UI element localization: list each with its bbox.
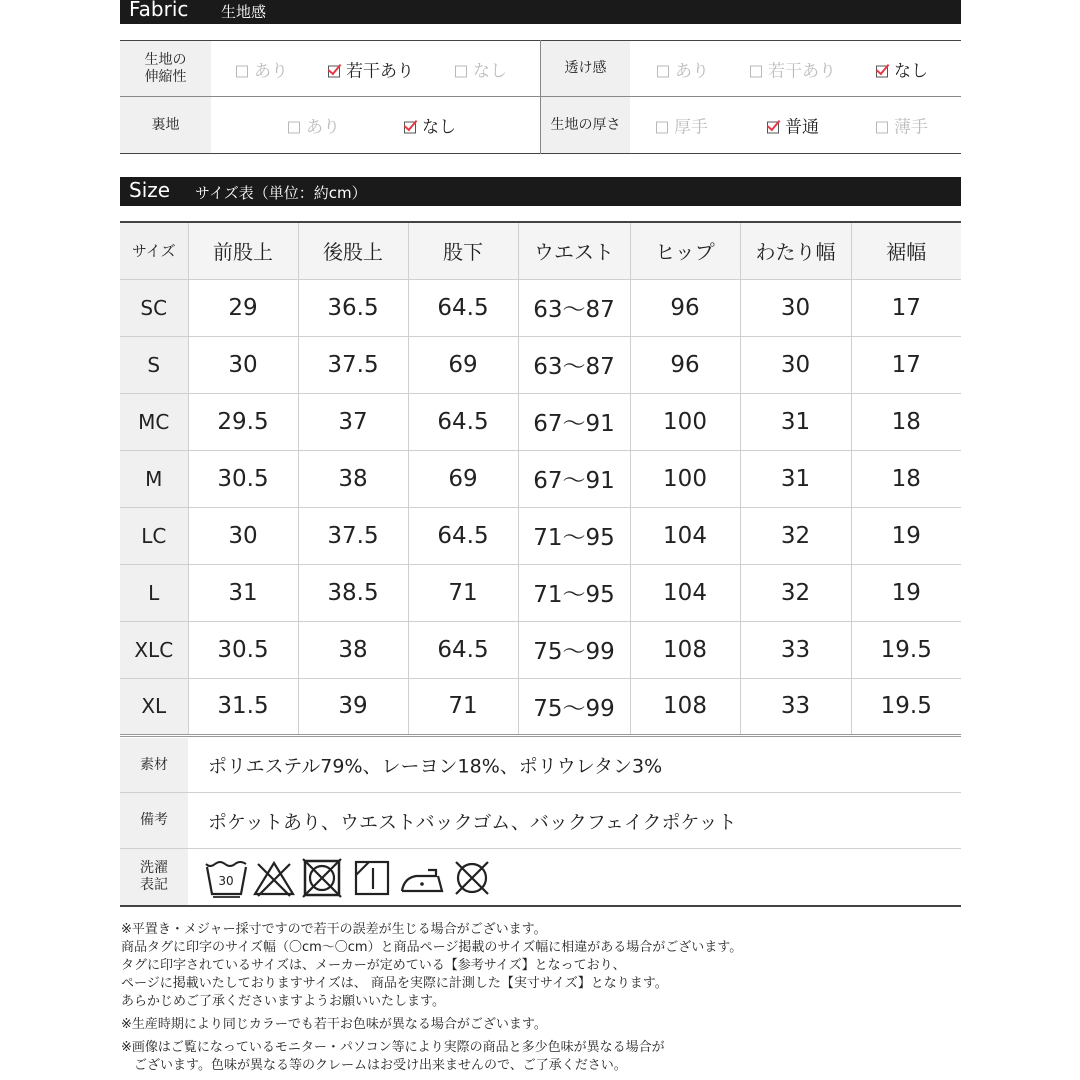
value-cell: 96 bbox=[630, 336, 740, 393]
lining-label: 裏地 bbox=[120, 97, 211, 153]
note-line: あらかじめご了承くださいますようお願いいたします。 bbox=[121, 994, 445, 1009]
remarks-value: ポケットあり、ウエストバックゴム、バックフェイクポケット bbox=[208, 811, 737, 833]
remarks-row bbox=[120, 793, 961, 849]
note-line: タグに印字されているサイズは、メーカーが定めている【参考サイズ】となっており、 bbox=[121, 958, 626, 973]
lining-option-yes[interactable]: あり bbox=[288, 113, 340, 138]
col-header-inseam: 股下 bbox=[408, 222, 518, 279]
checkbox-icon[interactable] bbox=[876, 122, 888, 134]
no-dry-clean-icon bbox=[450, 858, 494, 898]
note-line: ※生産時期により同じカラーでも若干お色味が異なる場合がございます。 bbox=[121, 1017, 547, 1032]
checkbox-checked-icon[interactable] bbox=[767, 122, 779, 134]
sheer-option-none[interactable]: なし bbox=[876, 56, 928, 81]
checkbox-icon[interactable] bbox=[656, 122, 668, 134]
remarks-label: 備考 bbox=[120, 793, 188, 848]
thickness-option-normal[interactable]: 普通 bbox=[767, 113, 819, 138]
svg-text:30: 30 bbox=[218, 874, 234, 888]
size-cell: LC bbox=[120, 507, 188, 564]
drip-dry-shade-icon bbox=[350, 858, 394, 898]
value-cell: 37.5 bbox=[298, 336, 408, 393]
fabric-table bbox=[120, 40, 961, 155]
fabric-title-en: Fabric bbox=[129, 0, 189, 21]
value-cell: 29 bbox=[188, 279, 298, 336]
size-title-jp: サイズ表（単位：約cm） bbox=[195, 184, 367, 202]
value-cell: 75〜99 bbox=[518, 678, 630, 735]
value-cell: 37.5 bbox=[298, 507, 408, 564]
table-row bbox=[120, 564, 961, 621]
checkbox-checked-icon[interactable] bbox=[404, 122, 416, 134]
value-cell: 31 bbox=[740, 393, 851, 450]
value-cell: 104 bbox=[630, 564, 740, 621]
thickness-option-thick[interactable]: 厚手 bbox=[656, 113, 708, 138]
table-row bbox=[120, 336, 961, 393]
value-cell: 29.5 bbox=[188, 393, 298, 450]
value-cell: 69 bbox=[408, 450, 518, 507]
value-cell: 37 bbox=[298, 393, 408, 450]
size-cell: SC bbox=[120, 279, 188, 336]
value-cell: 38 bbox=[298, 621, 408, 678]
value-cell: 108 bbox=[630, 678, 740, 735]
value-cell: 19.5 bbox=[851, 621, 961, 678]
size-header bbox=[120, 177, 961, 206]
value-cell: 19 bbox=[851, 564, 961, 621]
value-cell: 31 bbox=[188, 564, 298, 621]
fabric-title-jp: 生地感 bbox=[221, 3, 267, 21]
material-value: ポリエステル79%、レーヨン18%、ポリウレタン3% bbox=[208, 755, 663, 778]
size-cell: S bbox=[120, 336, 188, 393]
sheerness-label: 透け感 bbox=[541, 41, 630, 96]
value-cell: 36.5 bbox=[298, 279, 408, 336]
value-cell: 32 bbox=[740, 564, 851, 621]
value-cell: 30 bbox=[740, 336, 851, 393]
value-cell: 31.5 bbox=[188, 678, 298, 735]
col-header-back-rise: 後股上 bbox=[298, 222, 408, 279]
value-cell: 19 bbox=[851, 507, 961, 564]
fabric-row-2 bbox=[120, 97, 961, 153]
table-row bbox=[120, 507, 961, 564]
note-line: 商品タグに印字のサイズ幅（〇cm〜〇cm）と商品ページ掲載のサイズ幅に相違がある場合がございます。 bbox=[121, 940, 743, 955]
value-cell: 63〜87 bbox=[518, 279, 630, 336]
note-line: ページに掲載いたしておりますサイズは、 商品を実際に計測した【実寸サイズ】となります。 bbox=[121, 976, 668, 991]
value-cell: 63〜87 bbox=[518, 336, 630, 393]
note-line: ※画像はご覧になっているモニター・パソコン等により実際の商品と多少色味が異なる場合が bbox=[121, 1040, 665, 1055]
table-row bbox=[120, 393, 961, 450]
value-cell: 71〜95 bbox=[518, 507, 630, 564]
value-cell: 30 bbox=[188, 336, 298, 393]
no-bleach-icon bbox=[252, 858, 296, 898]
size-cell: XLC bbox=[120, 621, 188, 678]
checkbox-icon[interactable] bbox=[455, 65, 467, 77]
wash-30-icon bbox=[204, 858, 248, 898]
sheer-option-yes[interactable]: あり bbox=[657, 56, 709, 81]
stretch-option-yes[interactable]: あり bbox=[236, 56, 288, 81]
value-cell: 17 bbox=[851, 336, 961, 393]
value-cell: 33 bbox=[740, 621, 851, 678]
checkbox-icon[interactable] bbox=[288, 122, 300, 134]
value-cell: 67〜91 bbox=[518, 450, 630, 507]
col-header-hip: ヒップ bbox=[630, 222, 740, 279]
value-cell: 64.5 bbox=[408, 393, 518, 450]
value-cell: 18 bbox=[851, 450, 961, 507]
fabric-row-1 bbox=[120, 41, 961, 96]
value-cell: 17 bbox=[851, 279, 961, 336]
stretch-option-slight[interactable]: 若干あり bbox=[328, 56, 414, 81]
value-cell: 108 bbox=[630, 621, 740, 678]
value-cell: 64.5 bbox=[408, 279, 518, 336]
value-cell: 19.5 bbox=[851, 678, 961, 735]
value-cell: 71 bbox=[408, 678, 518, 735]
value-cell: 32 bbox=[740, 507, 851, 564]
value-cell: 96 bbox=[630, 279, 740, 336]
value-cell: 64.5 bbox=[408, 621, 518, 678]
value-cell: 64.5 bbox=[408, 507, 518, 564]
value-cell: 100 bbox=[630, 393, 740, 450]
checkbox-checked-icon[interactable] bbox=[876, 65, 888, 77]
value-cell: 69 bbox=[408, 336, 518, 393]
note-line: ※平置き・メジャー採寸ですので若干の誤差が生じる場合がございます。 bbox=[121, 922, 547, 937]
material-row bbox=[120, 738, 961, 793]
table-row bbox=[120, 621, 961, 678]
value-cell: 39 bbox=[298, 678, 408, 735]
size-cell: XL bbox=[120, 678, 188, 735]
size-cell: MC bbox=[120, 393, 188, 450]
value-cell: 104 bbox=[630, 507, 740, 564]
checkbox-icon[interactable] bbox=[657, 65, 669, 77]
care-row bbox=[120, 849, 961, 907]
sheer-option-slight[interactable]: 若干あり bbox=[750, 56, 836, 81]
value-cell: 31 bbox=[740, 450, 851, 507]
value-cell: 100 bbox=[630, 450, 740, 507]
thickness-label: 生地の厚さ bbox=[541, 97, 630, 153]
col-header-thigh: わたり幅 bbox=[740, 222, 851, 279]
iron-low-icon bbox=[398, 858, 446, 898]
col-header-size: サイズ bbox=[120, 222, 188, 279]
size-table bbox=[120, 221, 961, 737]
checkbox-icon[interactable] bbox=[236, 65, 248, 77]
material-label: 素材 bbox=[120, 738, 188, 792]
stretch-label: 生地の 伸縮性 bbox=[120, 41, 211, 96]
value-cell: 71〜95 bbox=[518, 564, 630, 621]
checkbox-icon[interactable] bbox=[750, 65, 762, 77]
table-row bbox=[120, 450, 961, 507]
table-row bbox=[120, 678, 961, 735]
thickness-option-thin[interactable]: 薄手 bbox=[876, 113, 928, 138]
note-line: ございます。色味が異なる等のクレームはお受け出来ませんので、ご了承ください。 bbox=[121, 1058, 627, 1073]
value-cell: 30 bbox=[740, 279, 851, 336]
value-cell: 38 bbox=[298, 450, 408, 507]
checkbox-checked-icon[interactable] bbox=[328, 65, 340, 77]
notes bbox=[121, 921, 961, 1075]
table-row bbox=[120, 279, 961, 336]
size-header-row bbox=[120, 222, 961, 279]
value-cell: 75〜99 bbox=[518, 621, 630, 678]
size-table-body bbox=[120, 279, 961, 735]
value-cell: 30.5 bbox=[188, 450, 298, 507]
fabric-header bbox=[120, 0, 961, 24]
care-label: 洗濯 表記 bbox=[120, 849, 188, 905]
col-header-waist: ウエスト bbox=[518, 222, 630, 279]
stretch-option-none[interactable]: なし bbox=[455, 56, 507, 81]
value-cell: 30 bbox=[188, 507, 298, 564]
col-header-front-rise: 前股上 bbox=[188, 222, 298, 279]
product-info bbox=[120, 738, 961, 906]
value-cell: 67〜91 bbox=[518, 393, 630, 450]
no-tumble-dry-icon bbox=[300, 858, 344, 898]
value-cell: 33 bbox=[740, 678, 851, 735]
value-cell: 71 bbox=[408, 564, 518, 621]
value-cell: 30.5 bbox=[188, 621, 298, 678]
lining-option-none[interactable]: なし bbox=[404, 113, 456, 138]
value-cell: 18 bbox=[851, 393, 961, 450]
size-cell: M bbox=[120, 450, 188, 507]
value-cell: 38.5 bbox=[298, 564, 408, 621]
col-header-hem: 裾幅 bbox=[851, 222, 961, 279]
size-cell: L bbox=[120, 564, 188, 621]
size-title-en: Size bbox=[129, 178, 171, 202]
